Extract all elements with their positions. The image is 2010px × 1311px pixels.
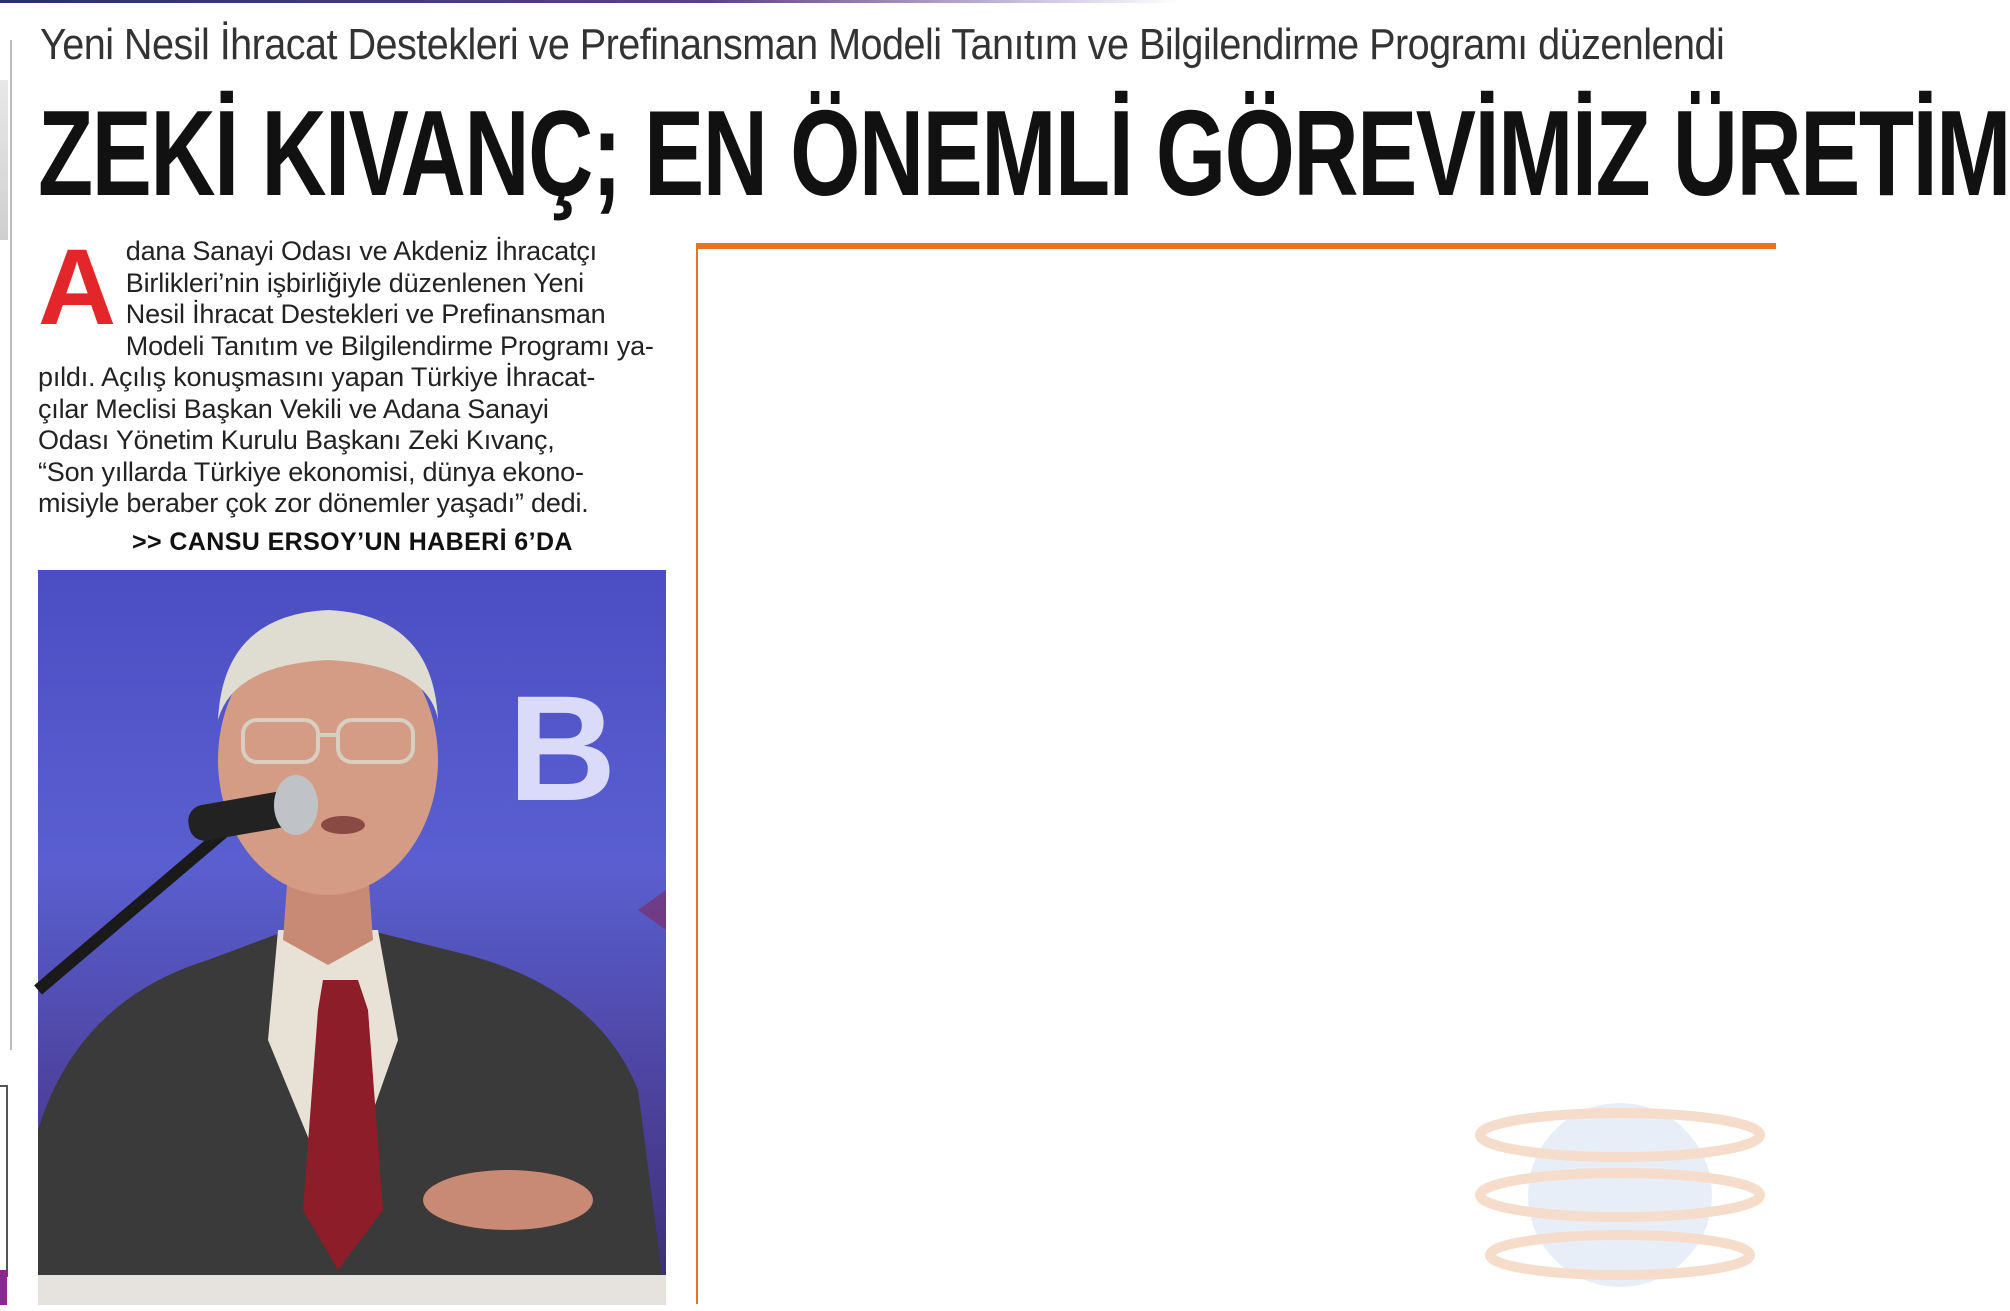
adjacent-page-tab [0, 80, 8, 240]
byline: >> CANSU ERSOY’UN HABERİ 6’DA [132, 528, 573, 556]
kicker: Yeni Nesil İhracat Destekleri ve Prefinansman Modeli Tanıtım ve Bilgilendirme Programı düzenlendi [40, 20, 1725, 69]
top-rule [0, 0, 1180, 3]
article-line: Modeli Tanıtım ve Bilgilendirme Programı ya- [125, 330, 654, 361]
article-line: Nesil İhracat Destekleri ve Prefinansman [125, 299, 606, 329]
article-line: dana Sanayi Odası ve Akdeniz İhracatçı [125, 236, 597, 266]
article-line: pıldı. Açılış konuşmasını yapan Türkiye İhracat- [38, 362, 596, 392]
article-line: Birlikleri’nin işbirliğiyle düzenlenen Yeni [125, 267, 584, 298]
adjacent-page-edge [0, 40, 12, 1050]
headline: ZEKİ KIVANÇ; EN ÖNEMLİ GÖREVİMİZ ÜRETİM [38, 85, 2010, 221]
svg-text:B: B [508, 664, 617, 832]
article-line: çılar Meclisi Başkan Vekili ve Adana Sanayi [38, 393, 549, 424]
column-rule [696, 249, 698, 1304]
article-line: Odası Yönetim Kurulu Başkanı Zeki Kıvanç, [38, 425, 555, 455]
article-line: “Son yıllarda Türkiye ekonomisi, dünya ekono- [38, 456, 584, 487]
speaker-illustration [38, 570, 666, 1305]
article-line: misiyle beraber çok zor dönemler yaşadı” dedi. [38, 488, 589, 518]
decorative-globe-logo [1480, 1075, 1770, 1305]
article-photo [38, 570, 666, 1305]
drop-cap: A [38, 226, 116, 347]
adjacent-page-box [0, 1085, 8, 1277]
adjacent-page-marker [0, 1270, 7, 1305]
section-rule [696, 243, 1776, 249]
article-body [38, 226, 668, 520]
